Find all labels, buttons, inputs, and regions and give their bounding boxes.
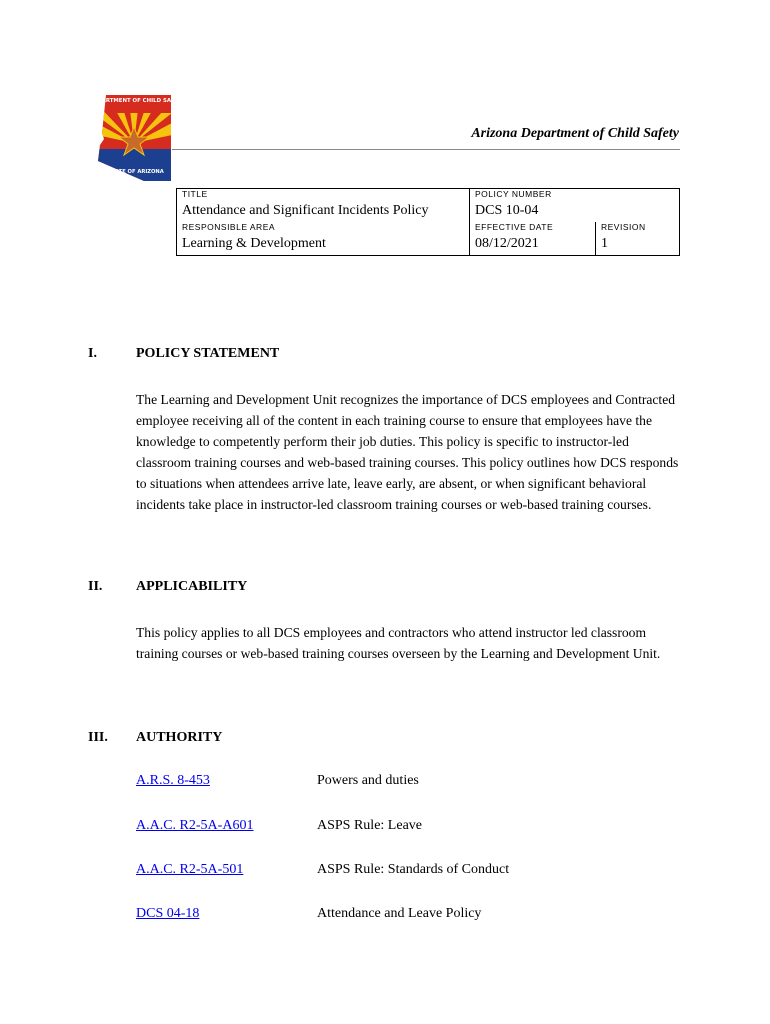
authority-link[interactable]: DCS 04-18 bbox=[136, 906, 200, 921]
section-number: I. bbox=[88, 346, 97, 361]
responsible-area: Learning & Development bbox=[177, 236, 470, 256]
policy-number-label: POLICY NUMBER bbox=[475, 189, 552, 199]
authority-link[interactable]: A.A.C. R2-5A-501 bbox=[136, 862, 244, 877]
policy-meta-table bbox=[176, 188, 680, 256]
revision-label: REVISION bbox=[601, 222, 646, 232]
logo-text-bottom: STATE OF ARIZONA bbox=[108, 169, 164, 175]
agency-name: Arizona Department of Child Safety bbox=[471, 126, 679, 141]
section-number: III. bbox=[88, 730, 108, 745]
section-number: II. bbox=[88, 579, 103, 594]
section-title: AUTHORITY bbox=[136, 730, 223, 745]
section-title: APPLICABILITY bbox=[136, 579, 248, 594]
title-label: TITLE bbox=[177, 189, 470, 204]
authority-description: Attendance and Leave Policy bbox=[317, 906, 482, 921]
authority-link[interactable]: A.R.S. 8-453 bbox=[136, 773, 210, 788]
logo-text-top: DEPARTMENT OF CHILD SAFETY bbox=[90, 98, 186, 104]
responsible-area-label: RESPONSIBLE AREA bbox=[177, 222, 470, 236]
authority-description: Powers and duties bbox=[317, 773, 419, 788]
dcs-logo bbox=[90, 93, 186, 185]
revision: 1 bbox=[601, 236, 608, 251]
section-body: This policy applies to all DCS employees and contractors who attend instructor led classroom training courses or web-based training courses overseen by the Learning and Development Unit. bbox=[136, 625, 661, 661]
policy-title: Attendance and Significant Incidents Policy bbox=[177, 203, 470, 222]
authority-description: ASPS Rule: Leave bbox=[317, 818, 422, 833]
effective-date: 08/12/2021 bbox=[470, 236, 596, 256]
authority-description: ASPS Rule: Standards of Conduct bbox=[317, 862, 510, 877]
header-divider bbox=[172, 149, 680, 150]
effective-date-label: EFFECTIVE DATE bbox=[470, 222, 596, 236]
section-title: POLICY STATEMENT bbox=[136, 346, 280, 361]
authority-link[interactable]: A.A.C. R2-5A-A601 bbox=[136, 818, 254, 833]
policy-number: DCS 10-04 bbox=[475, 203, 539, 218]
section-body: The Learning and Development Unit recognizes the importance of DCS employees and Contracted employee receiving all of the content in each training course to ensure that employees have the knowledge to competently perform their job duties. This policy is specific to instructor-led classroom training courses and web-based training courses. This policy outlines how DCS responds to situations when attendees arrive late, leave early, are absent, or when significant behavioral incidents take place in instructor-led classroom training courses or web-based training courses. bbox=[136, 392, 679, 512]
